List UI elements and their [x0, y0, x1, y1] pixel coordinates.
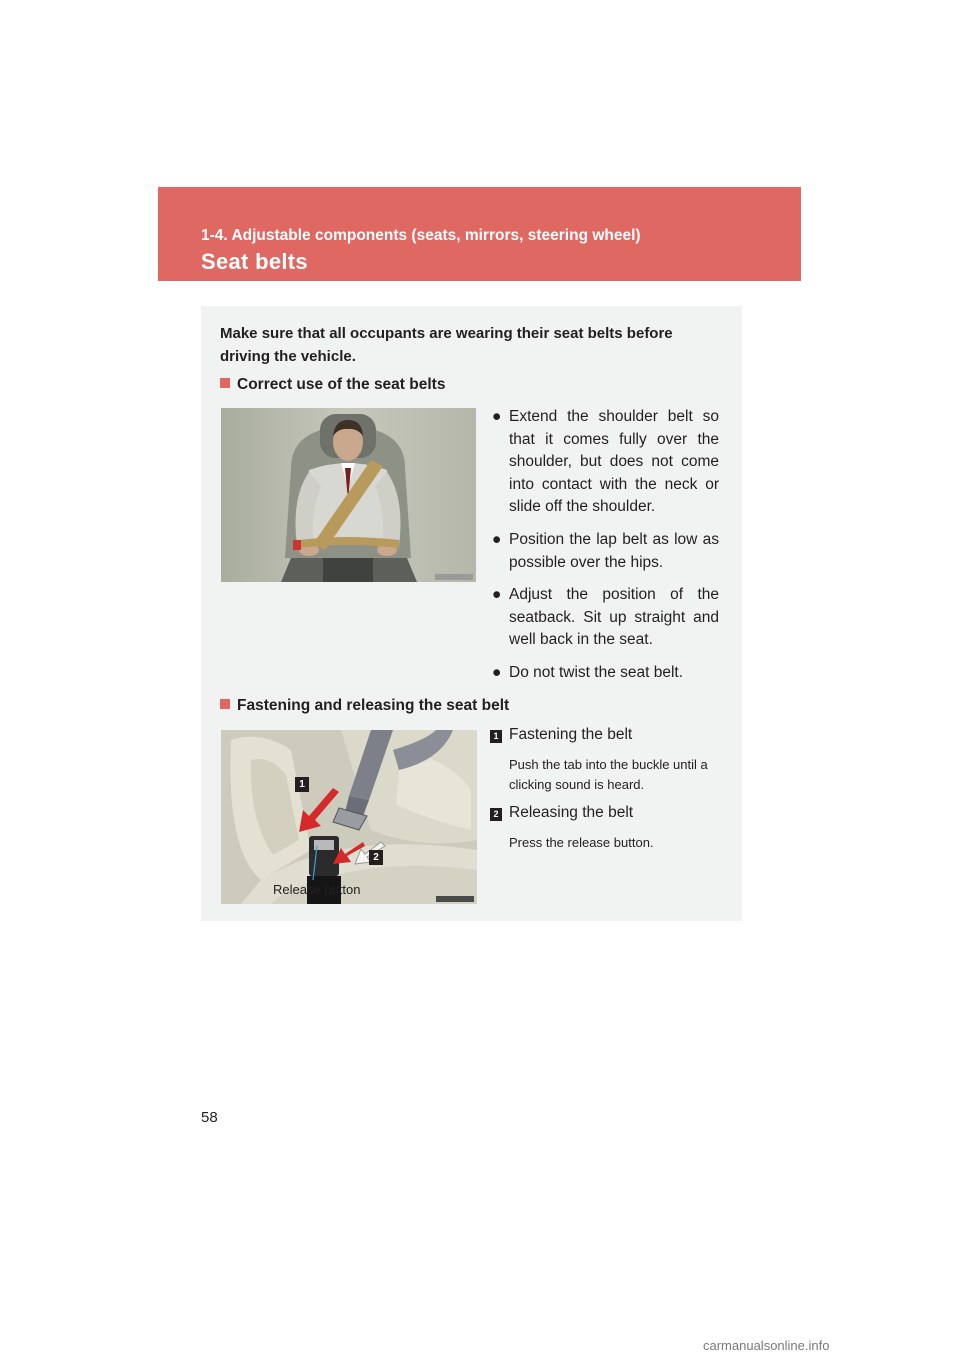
correct-use-list: [494, 406, 719, 695]
seatbelt-occupant-illustration: [221, 408, 476, 582]
section-heading-fastening: Fastening and releasing the seat belt: [220, 697, 509, 715]
image-code: [436, 896, 474, 902]
intro-text: Make sure that all occupants are wearing their seat belts before driving the vehicle.: [220, 325, 673, 365]
page-number: 58: [201, 1109, 218, 1126]
page-title: Seat belts: [201, 249, 308, 274]
step-number-badge: 2: [490, 808, 502, 821]
list-item: ● Position the lap belt as low as possible over the hips.: [492, 530, 719, 571]
list-item: ● Do not twist the seat belt.: [494, 662, 719, 685]
chapter-header: [158, 187, 801, 281]
section-breadcrumb: 1-4. Adjustable components (seats, mirrors, steering wheel): [201, 227, 641, 244]
bullet-dot-icon: ●: [492, 663, 502, 681]
bullet-dot-icon: ●: [492, 408, 502, 425]
step-title: Releasing the belt: [509, 804, 634, 821]
step-description: Push the tab into the buckle until a clicking sound is heard.: [509, 757, 708, 792]
callout-1-badge: 1: [295, 777, 309, 792]
buckle-drawing: [221, 730, 477, 904]
occupant-drawing: [221, 408, 476, 582]
step-title: Fastening the belt: [509, 726, 633, 743]
callout-2-badge: 2: [369, 850, 383, 865]
square-bullet-icon: [220, 378, 230, 388]
seatbelt-buckle-illustration: [221, 730, 477, 904]
image-code: [435, 574, 473, 580]
content-panel: [201, 306, 742, 921]
step-description: Press the release button.: [509, 835, 654, 850]
watermark: carmanualsonline.info: [703, 1338, 830, 1353]
bullet-dot-icon: ●: [492, 530, 502, 548]
step-number-badge: 1: [490, 730, 502, 743]
list-item: ● Extend the shoulder belt so that it comes fully over the shoulder, but does not come into contact with the neck or slide off the shoulder.: [492, 408, 719, 516]
release-button-label: Release button: [273, 882, 361, 897]
square-bullet-icon: [220, 699, 230, 709]
list-item: ● Adjust the position of the seatback. Sit up straight and well back in the seat.: [492, 586, 719, 649]
bullet-dot-icon: ●: [492, 586, 502, 604]
section-heading-correct-use: Correct use of the seat belts: [220, 376, 445, 394]
